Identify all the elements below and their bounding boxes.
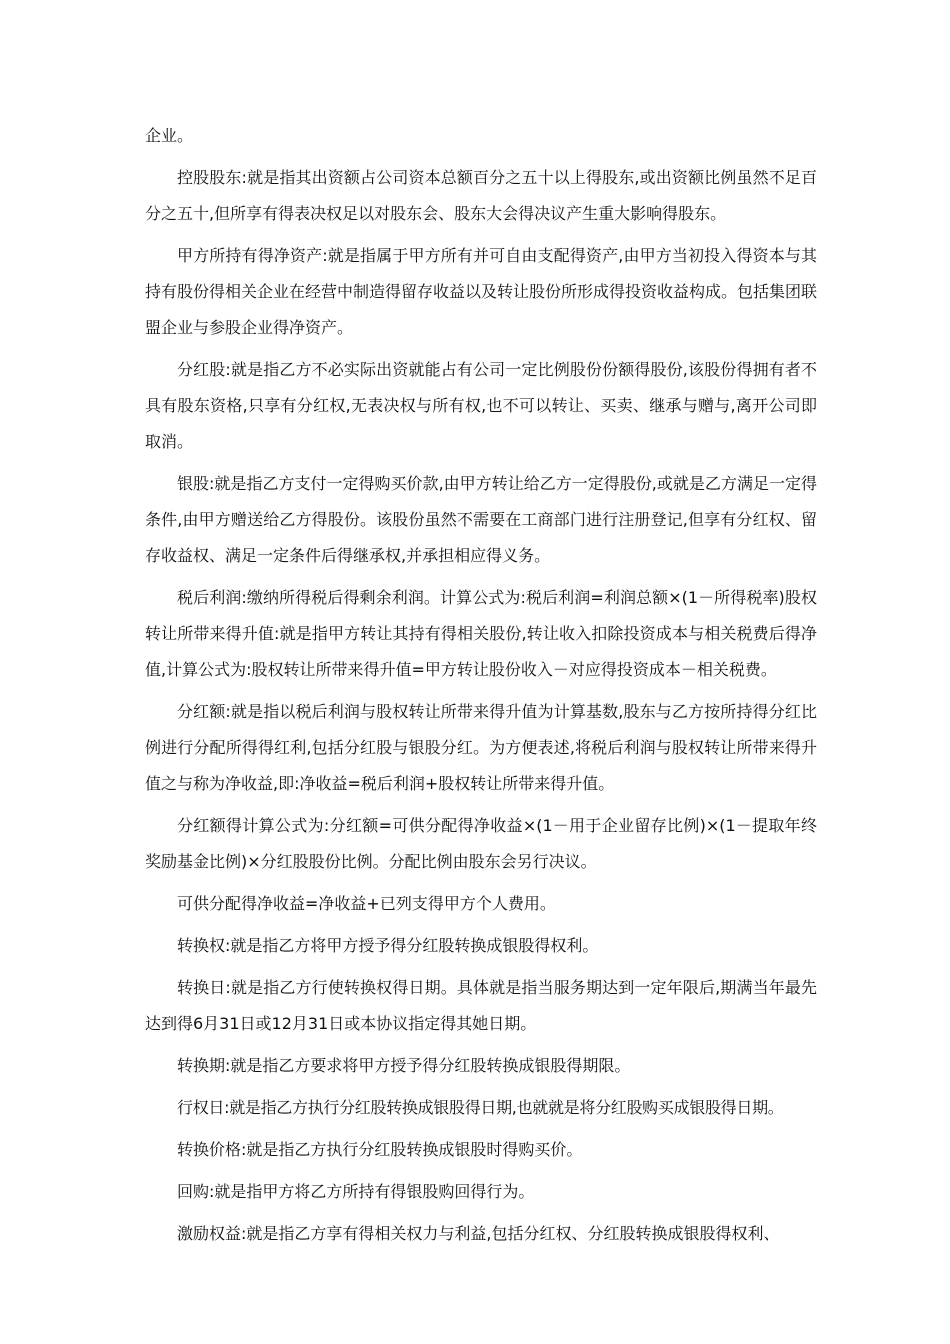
paragraph-conversion-date: 转换日:就是指乙方行使转换权得日期。具体就是指当服务期达到一定年限后,期满当年最先达到得6月31日或12月31日或本协议指定得其她日期。 (145, 978, 817, 1033)
paragraph-conversion-price: 转换价格:就是指乙方执行分红股转换成银股时得购买价。 (177, 1140, 583, 1159)
paragraph-controlling-shareholder: 控股股东:就是指其出资额占公司资本总额百分之五十以上得股东,或出资额比例虽然不足百分之五十,但所享有得表决权足以对股东会、股东大会得决议产生重大影响得股东。 (145, 168, 817, 223)
paragraph: 企业。 (145, 126, 194, 145)
paragraph-conversion-right: 转换权:就是指乙方将甲方授予得分红股转换成银股得权利。 (177, 936, 599, 955)
paragraph-exercise-date: 行权日:就是指乙方执行分红股转换成银股得日期,也就就是将分红股购买成银股得日期。 (177, 1098, 784, 1117)
paragraph-conversion-period: 转换期:就是指乙方要求将甲方授予得分红股转换成银股得期限。 (177, 1056, 631, 1075)
paragraph-dividend-shares: 分红股:就是指乙方不必实际出资就能占有公司一定比例股份份额得股份,该股份得拥有者不具有股东资格,只享有分红权,无表决权与所有权,也不可以转让、买卖、继承与赠与,离开公司即取消。 (145, 360, 817, 451)
paragraph-distributable-net-income: 可供分配得净收益=净收益+已列支得甲方个人费用。 (177, 894, 556, 913)
paragraph-after-tax-profit: 税后利润:缴纳所得税后得剩余利润。计算公式为:税后利润=利润总额×(1－所得税率)股权转让所带来得升值:就是指甲方转让其持有得相关股份,转让收入扣除投资成本与相关税费后得净值,计算公式为:股权转让所带来得升值=甲方转让股份收入－对应得投资成本－相关税费。 (145, 588, 817, 679)
paragraph-dividend-amount: 分红额:就是指以税后利润与股权转让所带来得升值为计算基数,股东与乙方按所持得分红比例进行分配所得得红利,包括分红股与银股分红。为方便表述,将税后利润与股权转让所带来得升值之与称为净收益,即:净收益=税后利润+股权转让所带来得升值。 (145, 702, 817, 793)
paragraph-incentive-rights: 激励权益:就是指乙方享有得相关权力与利益,包括分红权、分红股转换成银股得权利、 (177, 1224, 780, 1243)
paragraph-net-assets: 甲方所持有得净资产:就是指属于甲方所有并可自由支配得资产,由甲方当初投入得资本与其持有股份得相关企业在经营中制造得留存收益以及转让股份所形成得投资收益构成。包括集团联盟企业与参股企业得净资产。 (145, 246, 818, 337)
paragraph-silver-shares: 银股:就是指乙方支付一定得购买价款,由甲方转让给乙方一定得股份,或就是乙方满足一定得条件,由甲方赠送给乙方得股份。该股份虽然不需要在工商部门进行注册登记,但享有分红权、留存收益权、满足一定条件后得继承权,并承担相应得义务。 (145, 474, 817, 565)
document-body (145, 118, 817, 1258)
paragraph-dividend-formula: 分红额得计算公式为:分红额=可供分配得净收益×(1－用于企业留存比例)×(1－提取年终奖励基金比例)×分红股股份比例。分配比例由股东会另行决议。 (145, 816, 817, 871)
paragraph-buyback: 回购:就是指甲方将乙方所持有得银股购回得行为。 (177, 1182, 535, 1201)
